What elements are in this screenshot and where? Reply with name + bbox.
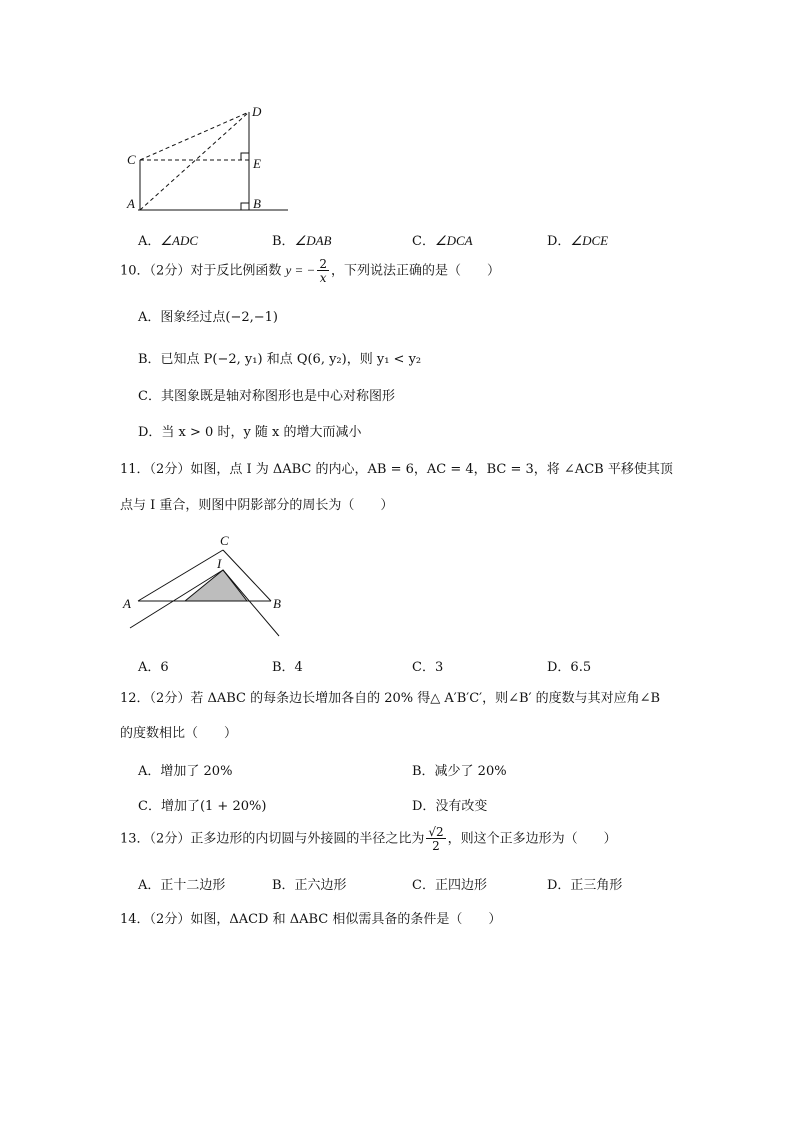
right-angle-mark-E bbox=[241, 153, 249, 160]
segment-CD bbox=[140, 112, 249, 160]
right-angle-mark-B bbox=[241, 203, 249, 210]
q12-option-b[interactable]: B．减少了 20% bbox=[412, 764, 507, 779]
label-A: A bbox=[127, 196, 135, 211]
q9-option-a[interactable]: A．∠ADC bbox=[138, 233, 199, 249]
q12-option-c[interactable]: C．增加了(1 + 20%) bbox=[138, 799, 267, 814]
q12-option-d[interactable]: D．没有改变 bbox=[412, 799, 488, 814]
label-I: I bbox=[217, 556, 222, 571]
fraction-root2-over-2: $\frac{√2}{2}$ bbox=[428, 825, 444, 853]
q9-option-c[interactable]: C．∠DCA bbox=[412, 233, 473, 249]
q13-option-b[interactable]: B．正六边形 bbox=[272, 878, 347, 893]
q11-option-a[interactable]: A．6 bbox=[138, 660, 169, 675]
q13-option-d[interactable]: D．正三角形 bbox=[547, 878, 623, 893]
q11-option-c[interactable]: C．3 bbox=[412, 660, 444, 675]
fraction-2-over-x: $\frac{2}{x}$ bbox=[319, 257, 327, 285]
label-D: D bbox=[252, 104, 262, 119]
label-E: E bbox=[253, 156, 261, 171]
q10-option-d[interactable]: D．当 x > 0 时，y 随 x 的增大而减小 bbox=[138, 425, 362, 440]
question-14-stem: 14．（2分）如图，ΔACD 和 ΔABC 相似需具备的条件是（ ） bbox=[120, 912, 502, 927]
question-12-stem-line1: 12．（2分）若 ΔABC 的每条边长增加各自的 20% 得△ A′B′C′，则∠B′ 的度数与其对应角∠B bbox=[120, 691, 661, 706]
q11-option-b[interactable]: B．4 bbox=[272, 660, 303, 675]
question-11-stem-line1: 11．（2分）如图，点 I 为 ΔABC 的内心，AB = 6，AC = 4，BC = 3，将 ∠ACB 平移使其顶 bbox=[120, 462, 673, 477]
question-10-stem: 10．（2分）对于反比例函数 y = − $\frac{2}{x}$ ，下列说法正确的是（ ） bbox=[120, 257, 500, 285]
q9-option-d[interactable]: D．∠DCE bbox=[547, 233, 609, 249]
label-A: A bbox=[123, 596, 131, 611]
label-C: C bbox=[220, 533, 229, 548]
question-11-stem-line2: 点与 I 重合，则图中阴影部分的周长为（ ） bbox=[120, 498, 394, 513]
q13-option-a[interactable]: A．正十二边形 bbox=[138, 878, 226, 893]
q9-option-b[interactable]: B．∠DAB bbox=[272, 233, 332, 249]
q10-option-a[interactable]: A．图象经过点(−2,−1) bbox=[138, 310, 278, 325]
q11-option-d[interactable]: D．6.5 bbox=[547, 660, 592, 675]
q12-option-a[interactable]: A．增加了 20% bbox=[138, 764, 233, 779]
figure-q9 bbox=[110, 100, 300, 218]
q13-option-c[interactable]: C．正四边形 bbox=[412, 878, 487, 893]
label-C: C bbox=[127, 152, 136, 167]
segment-AD bbox=[140, 112, 249, 210]
question-13-stem: 13．（2分）正多边形的内切圆与外接圆的半径之比为 $\frac{√2}{2}$ ，则这个正多边形为（ ） bbox=[120, 825, 617, 853]
question-12-stem-line2: 的度数相比（ ） bbox=[120, 726, 238, 741]
q10-option-c[interactable]: C．其图象既是轴对称图形也是中心对称图形 bbox=[138, 389, 395, 404]
label-B: B bbox=[253, 196, 261, 211]
figure-q11 bbox=[115, 530, 300, 640]
q10-option-b[interactable]: B．已知点 P(−2, y₁) 和点 Q(6, y₂)，则 y₁ < y₂ bbox=[138, 352, 422, 367]
label-B: B bbox=[273, 596, 281, 611]
